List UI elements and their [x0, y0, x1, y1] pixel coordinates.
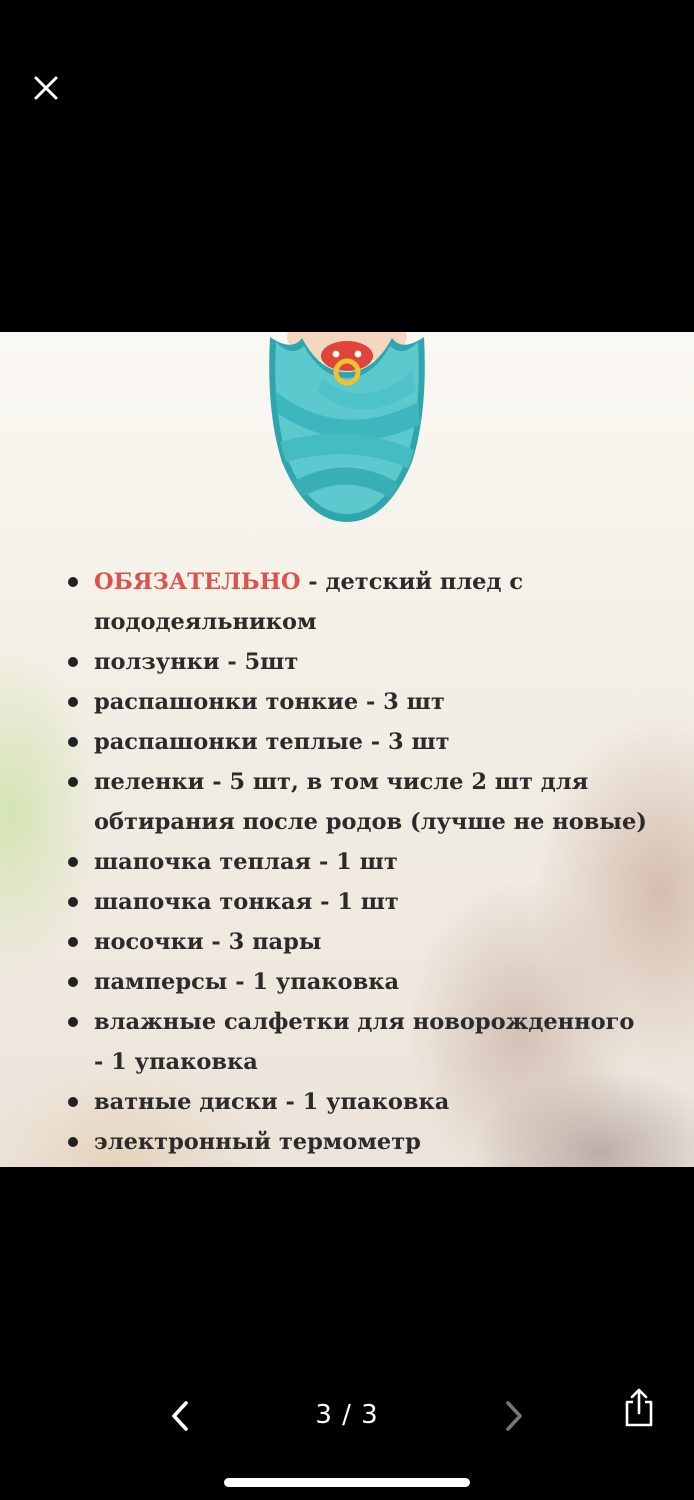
chevron-right-icon	[504, 1400, 524, 1432]
checklist-item-text: - детский плед с	[300, 569, 524, 595]
checklist-item	[64, 1082, 664, 1122]
checklist-item-text: электронный термометр	[94, 1129, 421, 1155]
checklist-item-text: - 1 упаковка	[94, 1049, 258, 1075]
previous-button[interactable]	[160, 1394, 200, 1438]
swaddled-baby-illustration	[262, 332, 432, 527]
checklist-item-text: распашонки тонкие - 3 шт	[94, 689, 445, 715]
close-button[interactable]	[22, 64, 70, 112]
bullet-icon	[68, 577, 78, 587]
close-icon	[33, 75, 59, 101]
bullet-icon	[68, 937, 78, 947]
checklist-item	[64, 682, 664, 722]
home-indicator	[224, 1478, 470, 1487]
bullet-icon	[68, 697, 78, 707]
checklist-item	[64, 842, 664, 882]
checklist-item-text: носочки - 3 пары	[94, 929, 322, 955]
bullet-icon	[68, 657, 78, 667]
checklist-item-text: ползунки - 5шт	[94, 649, 299, 675]
share-button[interactable]	[616, 1382, 662, 1432]
checklist-item	[64, 882, 664, 922]
checklist-item-text: пеленки - 5 шт, в том числе 2 шт для	[94, 769, 589, 795]
checklist-item	[64, 762, 664, 842]
bullet-icon	[68, 737, 78, 747]
checklist-item-text: распашонки теплые - 3 шт	[94, 729, 450, 755]
bullet-icon	[68, 1097, 78, 1107]
bullet-icon	[68, 977, 78, 987]
checklist-item-text: обтирания после родов (лучше не новые)	[94, 809, 647, 835]
checklist-item	[64, 722, 664, 762]
chevron-left-icon	[170, 1400, 190, 1432]
bullet-icon	[68, 1137, 78, 1147]
next-button[interactable]	[494, 1394, 534, 1438]
checklist-item	[64, 1122, 664, 1162]
bullet-icon	[68, 777, 78, 787]
photo[interactable]	[0, 332, 694, 1167]
checklist-item-text: шапочка теплая - 1 шт	[94, 849, 398, 875]
bullet-icon	[68, 897, 78, 907]
bullet-icon	[68, 1017, 78, 1027]
checklist-item	[64, 562, 664, 642]
checklist-item-text: ватные диски - 1 упаковка	[94, 1089, 450, 1115]
checklist-item-text: влажные салфетки для новорожденного	[94, 1009, 635, 1035]
checklist-item	[64, 642, 664, 682]
checklist-item	[64, 1002, 664, 1082]
checklist-item-text: шапочка тонкая - 1 шт	[94, 889, 399, 915]
page-indicator: 3 / 3	[315, 1400, 379, 1430]
checklist-item-text: памперсы - 1 упаковка	[94, 969, 400, 995]
checklist-item-text: пододеяльником	[94, 609, 317, 635]
bottom-toolbar	[0, 1380, 694, 1452]
checklist-item	[64, 962, 664, 1002]
share-icon	[622, 1387, 656, 1427]
bullet-icon	[68, 857, 78, 867]
baby-items-checklist	[64, 562, 664, 1162]
checklist-item	[64, 922, 664, 962]
checklist-item-accent: ОБЯЗАТЕЛЬНО	[94, 569, 301, 595]
